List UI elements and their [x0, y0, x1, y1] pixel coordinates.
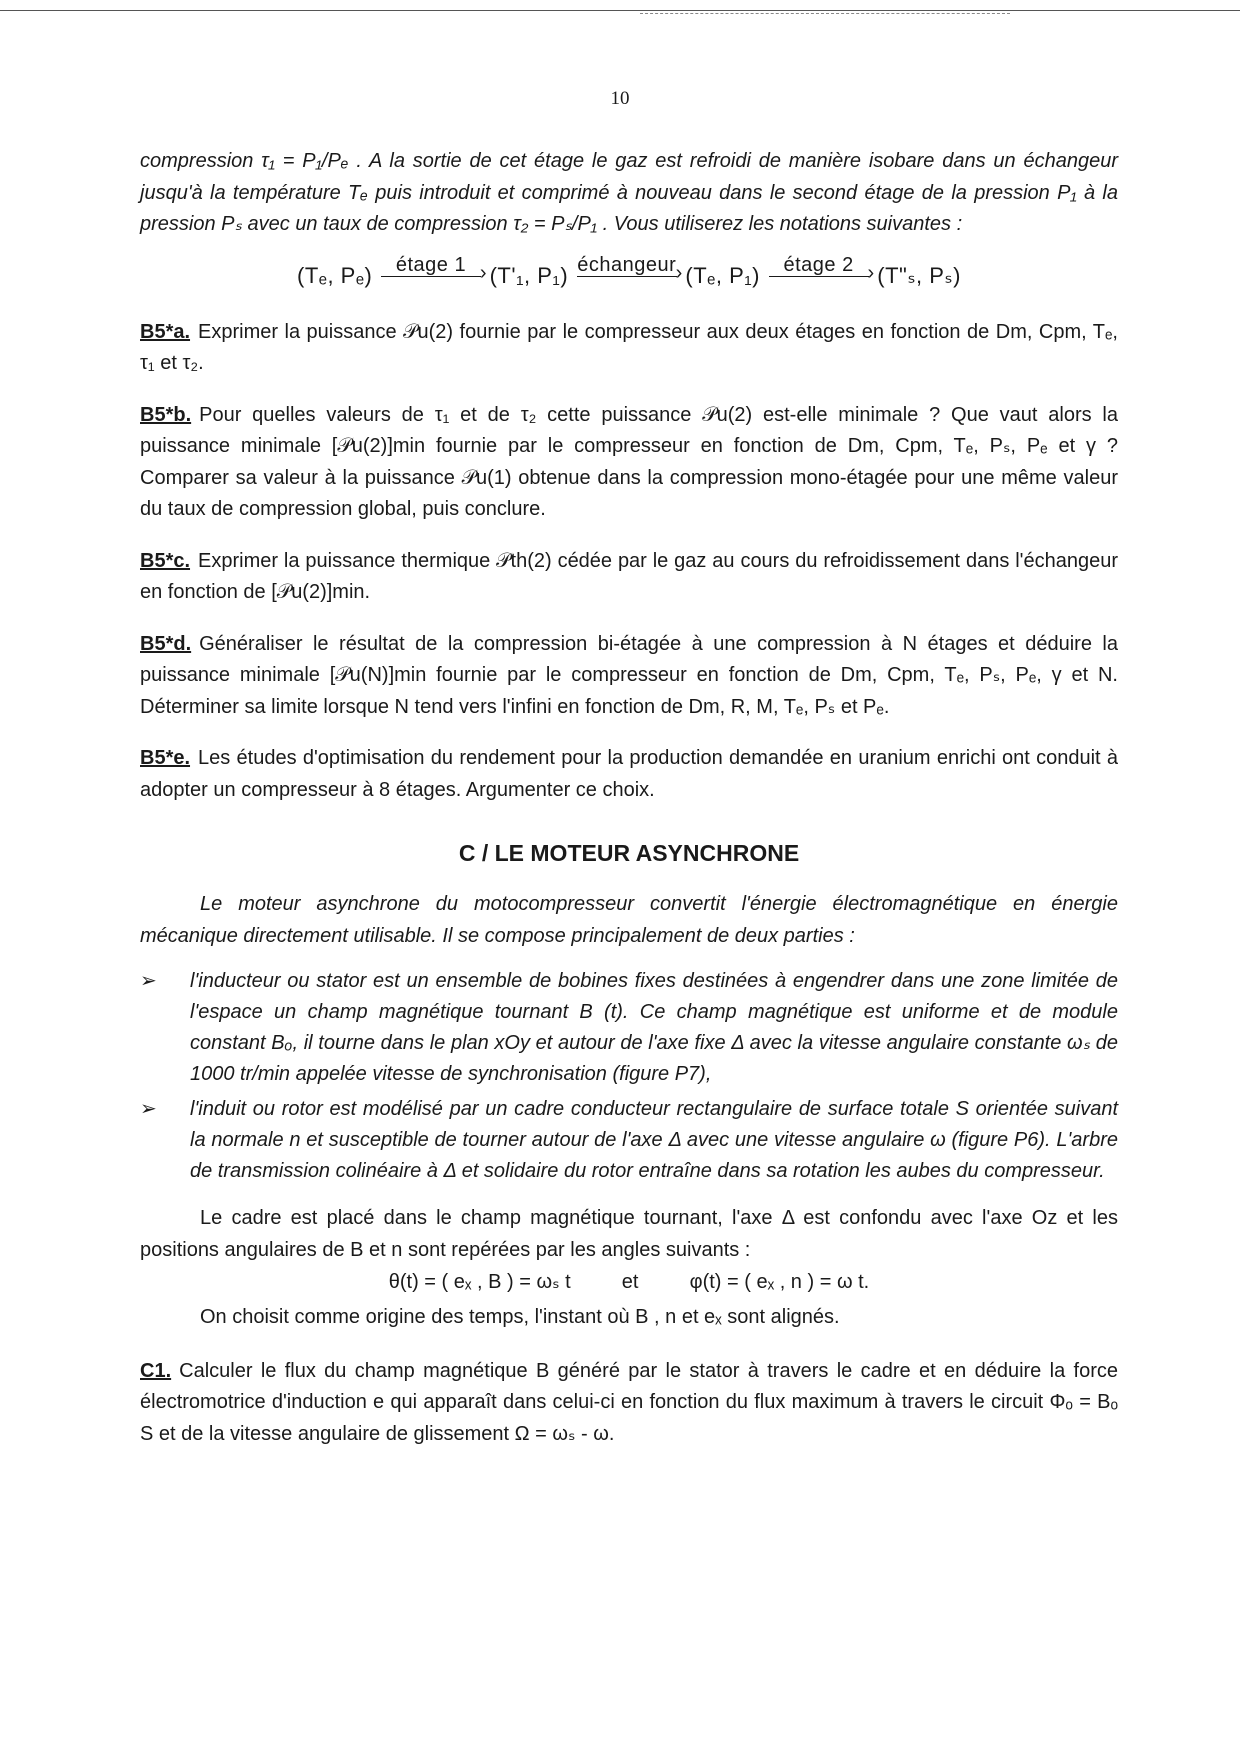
question-text: Les études d'optimisation du rendement pour la production demandée en uranium enrichi ont conduit à adopter un compresseur à 8 étages. Argumenter ce choix. [140, 747, 1118, 801]
list-item [140, 966, 1118, 1090]
arrow-bullet-icon: ➢ [140, 970, 157, 992]
question-text: Exprimer la puissance 𝒫u(2) fournie par le compresseur aux deux étages en fonction de Dm, Cpm, Tₑ, τ₁ et τ₂. [140, 320, 1118, 374]
scheme-arrow-1-label: étage 1 [395, 253, 467, 276]
scheme-state-4: (T"ₛ, Pₛ) [877, 262, 961, 288]
scheme-state-1: (Tₑ, Pₑ) [297, 262, 373, 288]
question-text: Exprimer la puissance thermique 𝒫th(2) cédée par le gaz au cours du refroidissement dans l'échangeur en fonction de [𝒫u(2)]min. [140, 549, 1118, 603]
section-c-para2: On choisit comme origine des temps, l'instant où B , n et eₓ sont alignés. [200, 1306, 840, 1328]
scheme-arrow-2-label: échangeur [577, 253, 677, 276]
question-text: Généraliser le résultat de la compression bi-étagée à une compression à N étages et déduire la puissance minimale [𝒫u(N)]min fournie par le compresseur en fonction de Dm, Cpm, Tₑ, Pₛ, Pₑ, γ et N. Déterminer sa limite lorsque N tend vers l'infini en fonction de Dm, R, M, Tₑ, Pₛ et Pₑ. [140, 632, 1118, 718]
scheme-arrow-1 [381, 253, 481, 289]
arrow-icon [577, 276, 677, 277]
question-b5c [140, 546, 1118, 609]
formula-separator: et [621, 1271, 639, 1293]
page-content [140, 146, 1118, 1450]
section-c-bullets [140, 966, 1118, 1187]
scheme-state-3: (Tₑ, P₁) [685, 262, 760, 288]
formula-theta: θ(t) = ( eₓ , B ) = ωₛ t [388, 1271, 571, 1293]
header-rule-dashed [640, 13, 1010, 14]
question-label: C1. [140, 1359, 172, 1382]
question-label: B5*c. [140, 549, 191, 572]
question-b5a [140, 317, 1118, 380]
scheme-arrow-2 [577, 253, 677, 289]
section-c-para1: Le cadre est placé dans le champ magnétique tournant, l'axe Δ est confondu avec l'axe Oz et les positions angulaires de B et n sont repérées par les angles suivants : [140, 1207, 1118, 1261]
question-text: Pour quelles valeurs de τ₁ et de τ₂ cette puissance 𝒫u(2) est-elle minimale ? Que vaut alors la puissance minimale [𝒫u(2)]min fournie par le compresseur en fonction de Dm, Cpm, Tₑ, Pₛ, Pₑ et γ ? Comparer sa valeur à la puissance 𝒫u(1) obtenue dans la compression mono-étagée pour une même valeur du taux de compression global, puis conclure. [140, 403, 1118, 520]
scheme-arrow-3 [769, 253, 869, 289]
section-c-title: C / LE MOTEUR ASYNCHRONE [458, 840, 800, 866]
arrow-icon [769, 276, 869, 277]
formula-phi: φ(t) = ( eₓ , n ) = ω t. [689, 1271, 870, 1293]
list-item-text: l'induit ou rotor est modélisé par un cadre conducteur rectangulaire de surface totale S orientée suivant la normale n et susceptible de tourner autour de l'axe Δ avec une vitesse angulaire ω (figure P6). L'arbre de transmission colinéaire à Δ et solidaire du rotor entraîne dans sa rotation les aubes du compresseur. [190, 1098, 1118, 1182]
question-b5d [140, 629, 1118, 724]
question-text: Calculer le flux du champ magnétique B généré par le stator à travers le cadre et en déduire la force électromotrice d'induction e qui apparaît dans celui-ci en fonction du flux maximum à travers le circuit Φₒ = Bₒ S et de la vitesse angulaire de glissement Ω = ωₛ - ω. [140, 1359, 1118, 1445]
question-label: B5*d. [140, 632, 192, 655]
intro-paragraph: compression τ₁ = P₁/Pₑ . A la sortie de cet étage le gaz est refroidi de manière isobare dans un échangeur jusqu'à la température Tₑ puis introduit et comprimé à nouveau dans le second étage de la pression P₁ à la pression Pₛ avec un taux de compression τ₂ = Pₛ/P₁ . Vous utiliserez les notations suivantes : [140, 150, 1118, 235]
section-c-intro: Le moteur asynchrone du motocompresseur convertit l'énergie électromagnétique en énergie mécanique directement utilisable. Il se compose principalement de deux parties : [140, 893, 1118, 947]
list-item [140, 1094, 1118, 1187]
question-label: B5*b. [140, 403, 192, 426]
question-c1 [140, 1356, 1118, 1451]
arrow-icon [381, 276, 481, 277]
question-b5e [140, 743, 1118, 806]
angle-formulas [140, 1266, 1118, 1298]
process-scheme [140, 253, 1118, 289]
question-b5b [140, 400, 1118, 526]
scheme-arrow-3-label: étage 2 [783, 253, 854, 276]
list-item-text: l'inducteur ou stator est un ensemble de bobines fixes destinées à engendrer dans une zone limitée de l'espace un champ magnétique tournant B (t). Ce champ magnétique est uniforme et de module constant Bₒ, il tourne dans le plan xOy et autour de l'axe fixe Δ avec la vitesse angulaire constante ωₛ de 1000 tr/min appelée vitesse de synchronisation (figure P7), [190, 970, 1118, 1085]
question-label: B5*a. [140, 320, 191, 343]
page-number: 10 [610, 88, 630, 109]
question-label: B5*e. [140, 747, 191, 769]
header-rule [0, 10, 1240, 11]
arrow-bullet-icon: ➢ [140, 1098, 157, 1120]
scheme-state-2: (T'₁, P₁) [489, 262, 569, 288]
